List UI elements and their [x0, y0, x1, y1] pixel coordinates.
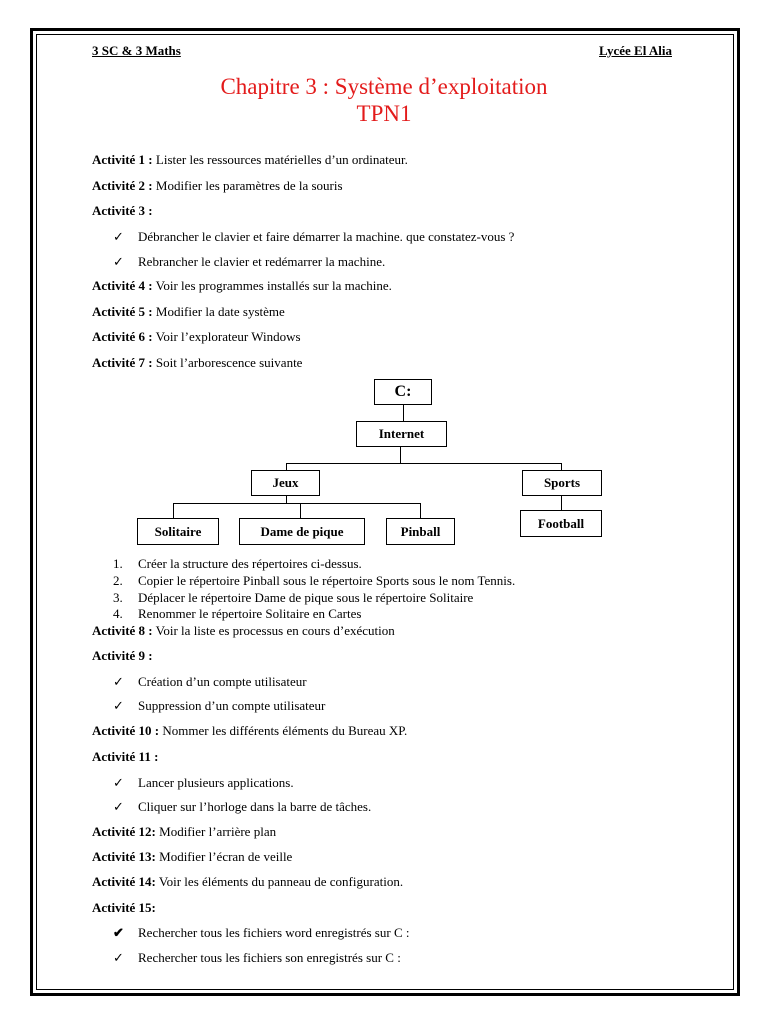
checkmark-icon: ✔ — [113, 925, 124, 940]
tree-node-internet: Internet — [356, 421, 447, 447]
activity-label: Activité 11 : — [92, 749, 159, 764]
checklist-item — [113, 950, 401, 966]
activity-15 — [92, 900, 156, 916]
tree-node-dame-de-pique: Dame de pique — [239, 518, 365, 545]
tree-node-football: Football — [520, 510, 602, 537]
task-number: 2. — [113, 573, 123, 588]
checklist-text: Cliquer sur l’horloge dans la barre de tâches. — [138, 799, 372, 814]
activity-label: Activité 5 : — [92, 304, 153, 319]
checklist-text: Suppression d’un compte utilisateur — [138, 698, 326, 713]
tree-connector — [420, 503, 421, 519]
tree-node-solitaire: Solitaire — [137, 518, 219, 545]
tree-connector — [300, 503, 301, 519]
activity-label: Activité 13: — [92, 849, 156, 864]
checkmark-icon: ✓ — [113, 229, 124, 244]
tree-connector — [286, 495, 287, 503]
activity-3 — [92, 203, 153, 219]
header-school: Lycée El Alia — [599, 43, 672, 58]
task-number: 3. — [113, 590, 123, 605]
checkmark-icon: ✓ — [113, 698, 124, 713]
task-text: Copier le répertoire Pinball sous le répertoire Sports sous le nom Tennis. — [138, 573, 516, 588]
activity-text: Lister les ressources matérielles d’un ordinateur. — [152, 152, 408, 167]
activity-text: Modifier les paramètres de la souris — [152, 178, 343, 193]
activity-label: Activité 15: — [92, 900, 156, 915]
activity-1 — [92, 152, 408, 168]
activity-label: Activité 10 : — [92, 723, 160, 738]
checkmark-icon: ✓ — [113, 799, 124, 814]
activity-text: Voir l’explorateur Windows — [152, 329, 301, 344]
header-class: 3 SC & 3 Maths — [92, 43, 181, 58]
activity-13 — [92, 849, 292, 865]
tree-node-pinball: Pinball — [386, 518, 455, 545]
checkmark-icon: ✓ — [113, 254, 124, 269]
tree-connector — [173, 503, 174, 519]
checklist-item — [113, 925, 409, 941]
checklist-item — [113, 698, 325, 714]
task-text: Créer la structure des répertoires ci-dessus. — [138, 556, 362, 571]
activity-text: Voir les programmes installés sur la machine. — [152, 278, 392, 293]
tree-node-jeux: Jeux — [251, 470, 320, 496]
chapter-title: Chapitre 3 : Système d’exploitation — [220, 74, 548, 99]
tree-connector — [561, 495, 562, 511]
activity-text: Modifier l’écran de veille — [155, 849, 293, 864]
tp-title: TPN1 — [356, 101, 412, 126]
activity-6 — [92, 329, 301, 345]
tree-node-sports: Sports — [522, 470, 602, 496]
checklist-text: Rebrancher le clavier et redémarrer la machine. — [138, 254, 386, 269]
checklist-text: Lancer plusieurs applications. — [138, 775, 294, 790]
activity-2 — [92, 178, 343, 194]
task-item — [113, 573, 515, 589]
checklist-text: Rechercher tous les fichiers son enregistrés sur C : — [138, 950, 401, 965]
task-item — [113, 606, 361, 622]
checklist-text: Rechercher tous les fichiers word enregistrés sur C : — [138, 925, 410, 940]
activity-label: Activité 8 : — [92, 623, 153, 638]
checklist-item — [113, 799, 371, 815]
task-number: 4. — [113, 606, 123, 621]
activity-label: Activité 7 : — [92, 355, 153, 370]
checklist-item — [113, 775, 294, 791]
checklist-text: Création d’un compte utilisateur — [138, 674, 307, 689]
checklist-item — [113, 229, 514, 245]
task-number: 1. — [113, 556, 123, 571]
activity-label: Activité 2 : — [92, 178, 153, 193]
activity-14 — [92, 874, 403, 890]
activity-label: Activité 6 : — [92, 329, 153, 344]
activity-text: Nommer les différents éléments du Bureau XP. — [159, 723, 408, 738]
tree-connector — [286, 463, 562, 464]
activity-label: Activité 1 : — [92, 152, 153, 167]
activity-label: Activité 14: — [92, 874, 156, 889]
activity-10 — [92, 723, 407, 739]
activity-9 — [92, 648, 153, 664]
tree-connector — [403, 404, 404, 422]
checkmark-icon: ✓ — [113, 950, 124, 965]
activity-label: Activité 4 : — [92, 278, 153, 293]
activity-text: Voir les éléments du panneau de configuration. — [155, 874, 404, 889]
activity-text: Modifier l’arrière plan — [155, 824, 277, 839]
checkmark-icon: ✓ — [113, 775, 124, 790]
activity-text: Modifier la date système — [152, 304, 285, 319]
task-text: Déplacer le répertoire Dame de pique sous le répertoire Solitaire — [138, 590, 474, 605]
activity-8 — [92, 623, 395, 639]
activity-label: Activité 9 : — [92, 648, 153, 663]
activity-7 — [92, 355, 302, 371]
tree-connector — [173, 503, 421, 504]
tree-node-root: C: — [374, 379, 432, 405]
tree-connector — [400, 446, 401, 463]
activity-12 — [92, 824, 276, 840]
activity-label: Activité 12: — [92, 824, 156, 839]
task-text: Renommer le répertoire Solitaire en Cartes — [138, 606, 362, 621]
activity-text: Voir la liste es processus en cours d’exécution — [152, 623, 395, 638]
activity-5 — [92, 304, 285, 320]
checkmark-icon: ✓ — [113, 674, 124, 689]
activity-4 — [92, 278, 392, 294]
activity-label: Activité 3 : — [92, 203, 153, 218]
checklist-text: Débrancher le clavier et faire démarrer la machine. que constatez-vous ? — [138, 229, 515, 244]
task-item — [113, 556, 362, 572]
checklist-item — [113, 674, 307, 690]
activity-text: Soit l’arborescence suivante — [152, 355, 303, 370]
task-item — [113, 590, 473, 606]
activity-11 — [92, 749, 158, 765]
checklist-item — [113, 254, 385, 270]
